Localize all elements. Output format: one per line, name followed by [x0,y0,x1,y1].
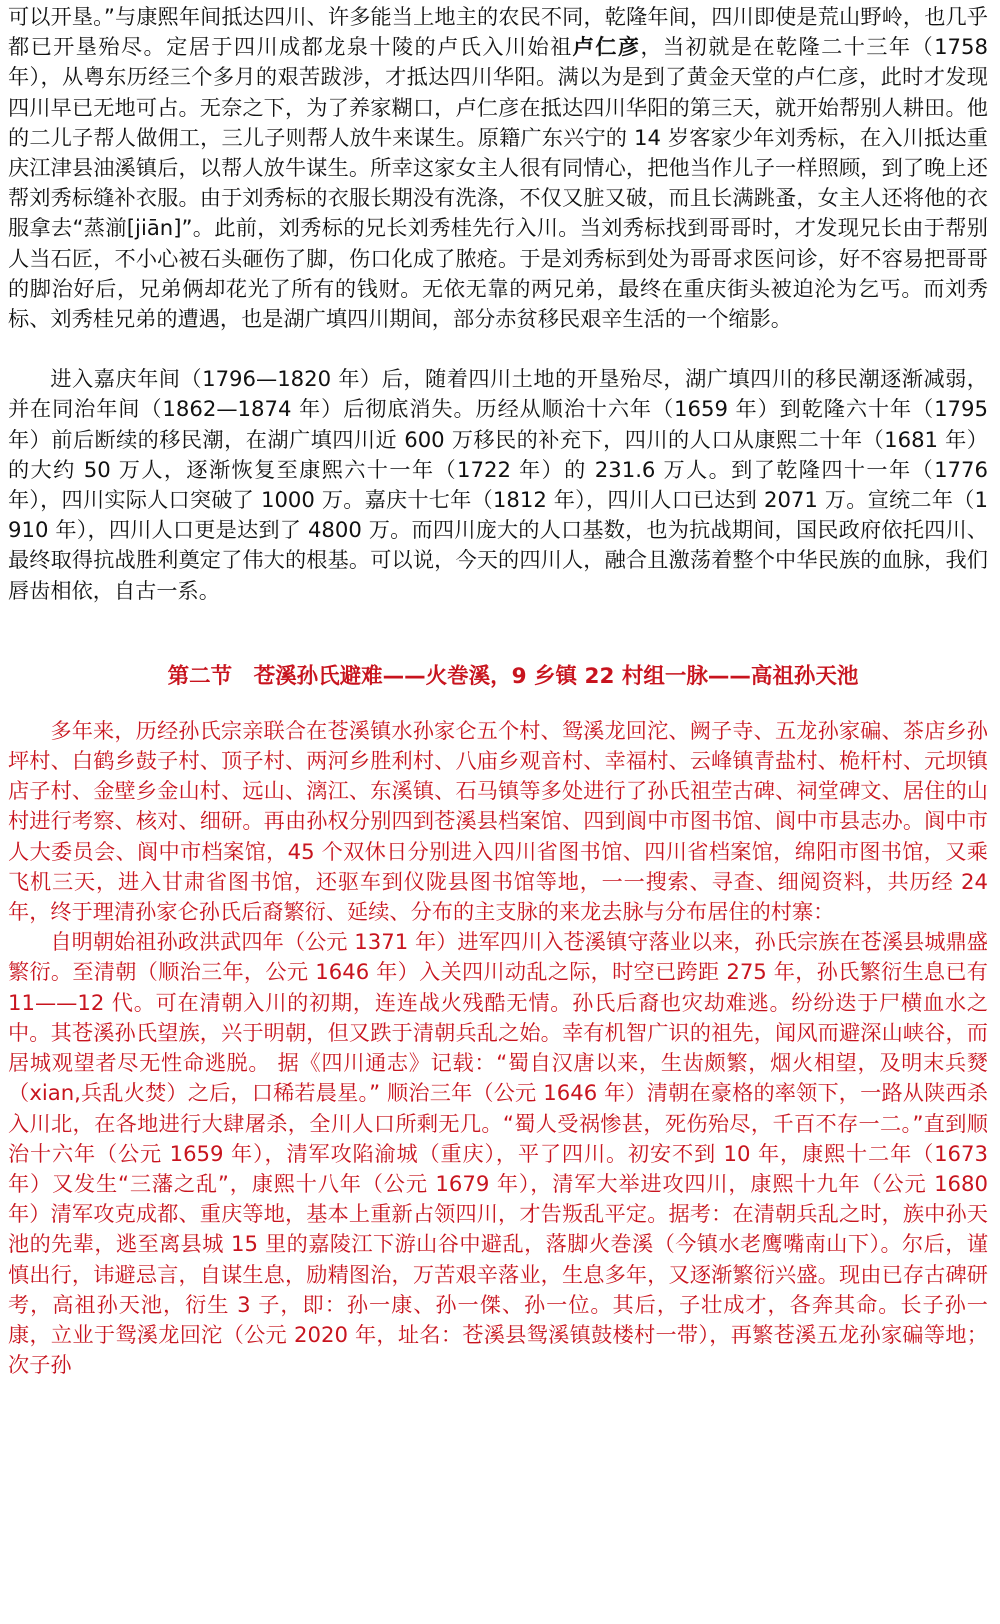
paragraph-lu-renyan-migration [8,2,988,334]
paragraph-text: ，当初就是在乾隆二十三年（1758 年），从粤东历经三个多月的艰苦跋涉，才抵达四川华阳。满以为是到了黄金天堂的卢仁彦，此时才发现四川早已无地可占。无奈之下，为了养家糊口，卢仁彦在抵达四川华阳的第三天，就开始帮别人耕田。他的二儿子帮人做佣工，三儿子则帮人放牛来谋生。原籍广东兴宁的 14 岁客家少年刘秀标，在入川抵达重庆江津县油溪镇后，以帮人放牛谋生。所幸这家女主人很有同情心，把他当作儿子一样照顾，到了晚上还帮刘秀标缝补衣服。由于刘秀标的衣服长期没有洗涤，不仅又脏又破，而且长满跳蚤，女主人还将他的衣服拿去“蒸湔[jiān]”。此前，刘秀标的兄长刘秀桂先行入川。当刘秀标找到哥哥时，才发现兄长由于帮别人当石匠，不小心被石头砸伤了脚，伤口化成了脓疮。于是刘秀标到处为哥哥求医问诊，好不容易把哥哥的脚治好后，兄弟俩却花光了所有的钱财。无依无靠的两兄弟，最终在重庆街头被迫沦为乞丐。而刘秀标、刘秀桂兄弟的遭遇，也是湖广填四川期间，部分赤贫移民艰辛生活的一个缩影。 [8,34,988,332]
paragraph-sun-clan-history: 自明朝始祖孙政洪武四年（公元 1371 年）进军四川入苍溪镇守落业以来，孙氏宗族在苍溪县城鼎盛繁衍。至清朝（顺治三年，公元 1646 年）入关四川动乱之际，时空已跨距 275 年，孙氏繁衍生息已有 11——12 代。可在清朝入川的初期，连连战火残酷无情。孙氏后裔也灾劫难逃。纷纷迭于尸横血水之中。其苍溪孙氏望族，兴于明朝，但又跌于清朝兵乱之始。幸有机智广识的祖先，闻风而避深山峡谷，而居城观望者尽无性命逃脱。 据《四川通志》记载：“蜀自汉唐以来，生齿颇繁，烟火相望，及明末兵燹（xian,兵乱火焚）之后，口稀若晨星。” 顺治三年（公元 1646 年）清朝在豪格的率领下，一路从陕西杀入川北，在各地进行大肆屠杀，全川人口所剩无几。“蜀人受祸惨甚，死伤殆尽，千百不存一二。”直到顺治十六年（公元 1659 年），清军攻陷渝城（重庆），平了四川。初安不到 10 年，康熙十二年（1673 年）又发生“三藩之乱”，康熙十八年（公元 1679 年），清军大举进攻四川，康熙十九年（公元 1680 年）清军攻克成都、重庆等地，基本上重新占领四川，才告叛乱平定。据考：在清朝兵乱之时，族中孙天池的先辈，逃至离县城 15 里的嘉陵江下游山谷中避乱，落脚火巻溪（今镇水老鹰嘴南山下）。尔后，谨慎出行，讳避忌言，自谋生息，励精图治，万苦艰辛落业，生息多年，又逐渐繁衍兴盛。现由已存古碑研考，高祖孙天池，衍生 3 子，即：孙一康、孙一傑、孙一位。其后，子壮成才，各奔其命。长子孙一康，立业于鸳溪龙回沱（公元 2020 年，址名：苍溪县鸳溪镇鼓楼村一带），再繁苍溪五龙孙家碥等地；次子孙 [8,929,988,1378]
paragraph-spacer [8,334,988,364]
section-spacer [8,692,988,716]
paragraph-population-recovery: 进入嘉庆年间（1796—1820 年）后，随着四川土地的开垦殆尽，湖广填四川的移民潮逐渐减弱，并在同治年间（1862—1874 年）后彻底消失。历经从顺治十六年（1659 年）到乾隆六十年（1795 年）前后断续的移民潮，在湖广填四川近 600 万移民的补充下，四川的人口从康熙二十年（1681 年）的大约 50 万人，逐渐恢复至康熙六十一年（1722 年）的 231.6 万人。到了乾隆四十一年（1776 年），四川实际人口突破了 1000 万。嘉庆十七年（1812 年），四川人口已达到 2071 万。宣统二年（1910 年），四川人口更是达到了 4800 万。而四川庞大的人口基数，也为抗战期间，国民政府依托四川、最终取得抗战胜利奠定了伟大的根基。可以说，今天的四川人，融合且激荡着整个中华民族的血脉，我们唇齿相依，自古一系。 [8,366,988,603]
section-spacer [8,606,988,662]
document-page [8,2,988,1380]
paragraph-text: 可以开垦。”与康熙年间抵达四川、许多能当上地主的农民不同，乾隆年间，四川即使是荒山野岭，也几乎都已开垦殆尽。定居于四川成都龙泉十陵的卢氏入川始祖 [8,4,988,60]
emphasized-name: 卢仁彦 [572,34,641,60]
section-title: 第二节 苍溪孙氏避难——火巻溪，9 乡镇 22 村组一脉——高祖孙天池 [167,663,859,689]
paragraph-clan-research: 多年来，历经孙氏宗亲联合在苍溪镇水孙家仑五个村、鸳溪龙回沱、阙子寺、五龙孙家碥、茶店乡孙坪村、白鹤乡鼓子村、顶子村、两河乡胜利村、八庙乡观音村、幸福村、云峰镇青盐村、桅杆村、元坝镇店子村、金壁乡金山村、远山、漓江、东溪镇、石马镇等多处进行了孙氏祖茔古碑、祠堂碑文、居住的山村进行考察、核对、细研。再由孙权分别四到苍溪县档案馆、四到阆中市图书馆、阆中市县志办。阆中市人大委员会、阆中市档案馆，45 个双休日分别进入四川省图书馆、四川省档案馆，绵阳市图书馆，又乘飞机三天，进入甘肃省图书馆，还驱车到仪陇县图书馆等地，一一搜索、寻查、细阅资料，共历经 24 年，终于理清孙家仑孙氏后裔繁衍、延续、分布的主支脉的来龙去脉与分布居住的村寨： [8,717,988,925]
